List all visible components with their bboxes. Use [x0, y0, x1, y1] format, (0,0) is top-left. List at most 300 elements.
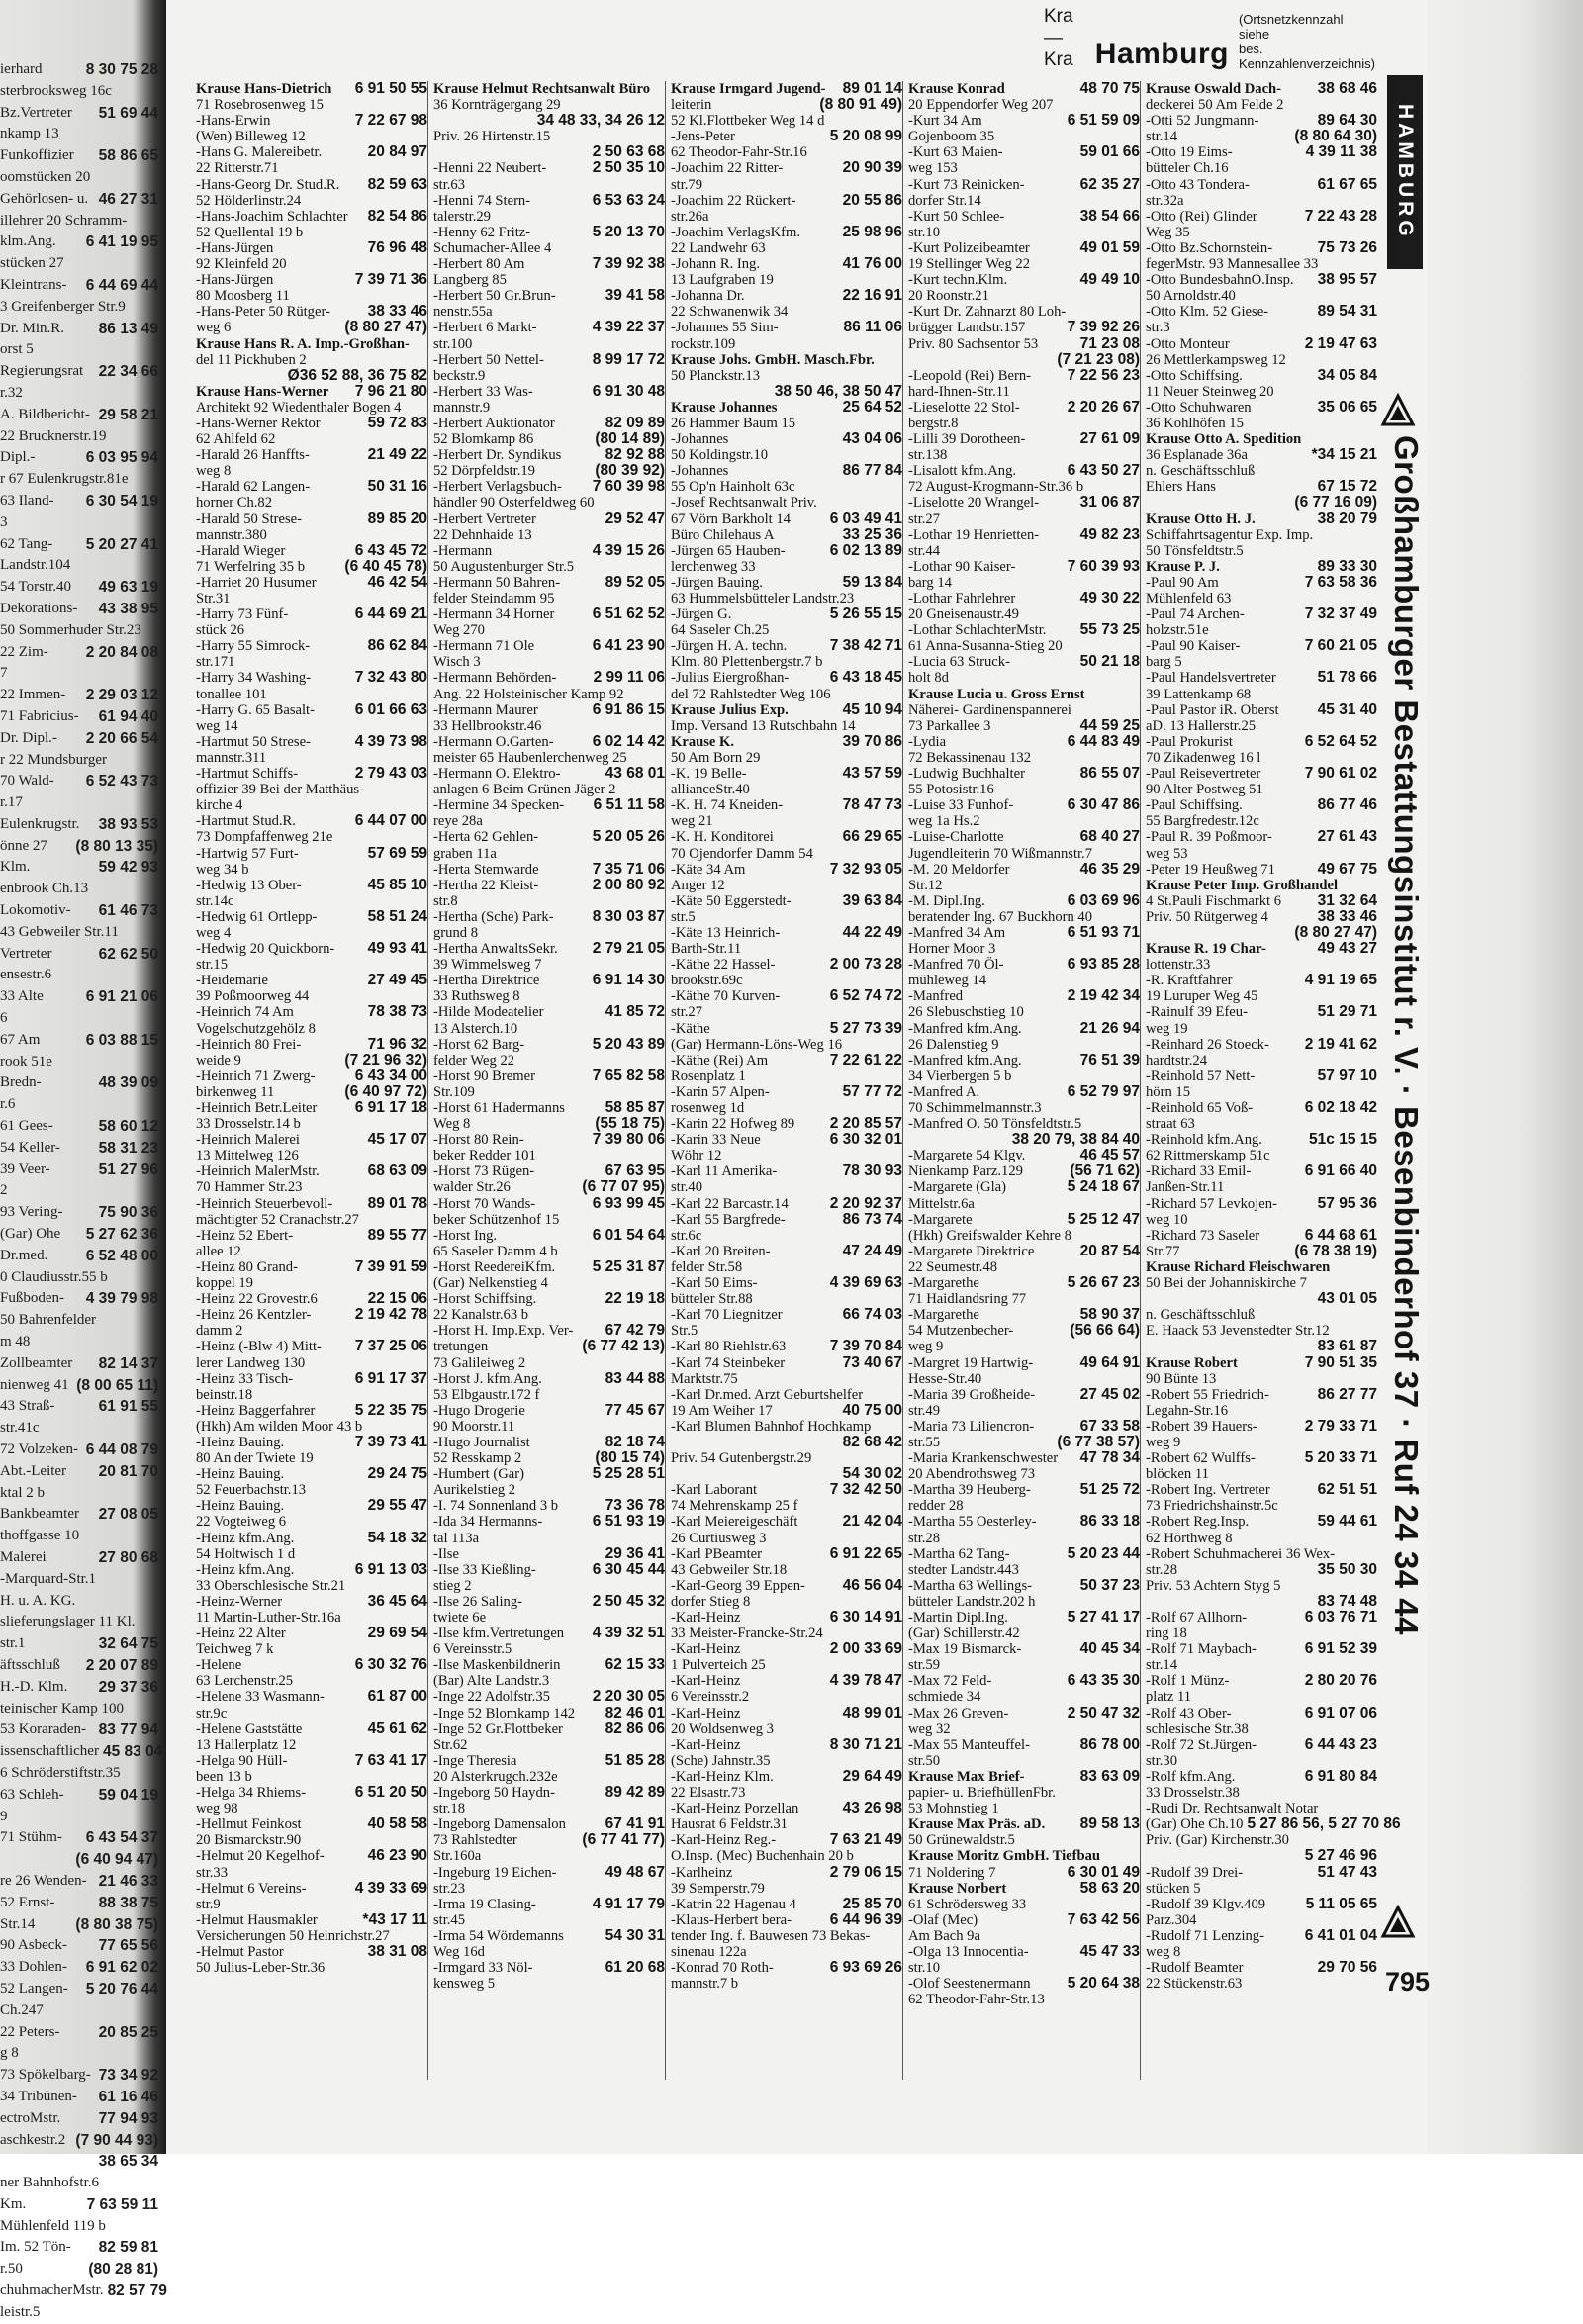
directory-entry — [0, 792, 158, 814]
directory-entry — [196, 400, 427, 416]
directory-entry — [0, 900, 158, 922]
directory-entry — [671, 177, 902, 193]
directory-entry — [196, 575, 427, 591]
entry-name: bütteler Ch.16 — [1146, 160, 1229, 177]
entry-name — [1146, 495, 1290, 511]
entry-phone: 5 26 67 23 — [1067, 1274, 1140, 1292]
directory-entry — [196, 1832, 427, 1848]
directory-entry — [433, 272, 665, 288]
directory-entry — [1146, 129, 1377, 144]
entry-phone: 6 91 07 06 — [1304, 1704, 1377, 1721]
directory-entry — [433, 97, 665, 113]
entry-name: -Heinrich 80 Frei- — [196, 1036, 302, 1053]
directory-entry — [671, 240, 902, 256]
entry-phone: 2 19 42 78 — [354, 1306, 427, 1324]
entry-name: Landstr.104 — [0, 557, 71, 574]
directory-entry — [433, 1721, 665, 1737]
directory-entry — [433, 1848, 665, 1864]
entry-phone: 89 01 14 — [842, 80, 902, 97]
directory-entry — [196, 1960, 427, 1976]
entry-name: Bz.Vertreter — [0, 104, 72, 121]
directory-entry — [908, 1323, 1140, 1339]
entry-name: str.3 — [1146, 320, 1170, 336]
entry-name: str.1 — [0, 1635, 26, 1652]
entry-phone: 6 91 17 37 — [354, 1369, 427, 1387]
directory-entry — [433, 543, 665, 559]
entry-name: 63 Iland- — [0, 492, 54, 509]
directory-entry — [433, 209, 665, 225]
entry-phone — [1373, 1498, 1377, 1514]
entry-name: Dipl.- — [0, 449, 36, 466]
entry-name: -Horst J. kfm.Ang. — [433, 1370, 542, 1387]
entry-phone: 8 30 75 28 — [85, 61, 158, 78]
entry-name: 62 Tang- — [0, 535, 53, 552]
directory-entry — [908, 463, 1140, 479]
directory-entry — [196, 797, 427, 813]
entry-phone: 38 95 57 — [1317, 271, 1377, 289]
entry-phone: 27 80 68 — [98, 1548, 158, 1566]
entry-name: -Humbert (Gar) — [433, 1466, 524, 1483]
entry-name: -Harriet 20 Husumer — [196, 574, 317, 591]
entry-name: -Horst H. Imp.Exp. Ver- — [433, 1323, 574, 1340]
directory-entry — [1146, 1307, 1377, 1323]
entry-name: -Henni 22 Neubert- — [433, 160, 547, 177]
directory-entry — [908, 1626, 1140, 1641]
directory-entry — [0, 405, 158, 426]
directory-entry — [1146, 782, 1377, 797]
directory-entry — [433, 957, 665, 973]
directory-entry — [1146, 1815, 1401, 1833]
entry-name: Priv. 80 Sachsentor 53 — [908, 335, 1039, 352]
directory-entry — [1146, 909, 1377, 925]
entry-name: 33 Ruthsweg 8 — [433, 988, 520, 1005]
entry-phone: 6 51 93 71 — [1067, 923, 1140, 941]
directory-entry — [671, 1259, 902, 1275]
entry-name: -Käthe 70 Kurven- — [671, 988, 781, 1005]
entry-name: 9 — [0, 1808, 8, 1824]
directory-entry — [671, 479, 902, 495]
entry-name: hörn 15 — [1146, 1083, 1190, 1100]
directory-entry — [671, 750, 902, 766]
entry-name: str.171 — [196, 654, 235, 671]
directory-entry — [0, 361, 158, 383]
entry-name: -Inge 52 Gr.Flottbeker — [433, 1720, 563, 1737]
entry-phone: 86 11 06 — [843, 319, 902, 336]
entry-name: weg 153 — [908, 160, 958, 177]
entry-name — [0, 2151, 95, 2173]
entry-name: -Paul Prokurist — [1146, 733, 1233, 750]
directory-entry — [1146, 368, 1377, 384]
entry-phone: 7 90 51 35 — [1304, 1353, 1377, 1371]
entry-name: -Rudolf 39 Klgv.409 — [1146, 1896, 1266, 1912]
directory-entry — [196, 1021, 427, 1037]
entry-name: weg 10 — [1146, 1211, 1188, 1228]
directory-entry — [671, 829, 902, 845]
directory-entry — [433, 1387, 665, 1403]
entry-name: -Ilse 33 Kießling- — [433, 1561, 536, 1578]
entry-name: fegerMstr. 93 Mannesallee 33 — [1146, 256, 1319, 273]
entry-phone — [1373, 1801, 1377, 1816]
directory-entry — [1146, 1323, 1377, 1339]
entry-name: koppel 19 — [196, 1275, 253, 1292]
entry-phone: 22 19 18 — [605, 1290, 665, 1308]
entry-name: önne 27 — [0, 837, 47, 854]
directory-entry — [0, 319, 158, 340]
directory-entry — [433, 1689, 665, 1705]
entry-phone: 6 91 13 03 — [354, 1560, 427, 1578]
entry-phone: (8 80 91 49) — [819, 96, 902, 114]
directory-entry — [196, 1100, 427, 1116]
entry-phone: 57 97 10 — [1317, 1067, 1377, 1084]
directory-entry — [671, 129, 902, 144]
directory-entry — [671, 957, 902, 973]
entry-phone: 5 20 05 26 — [592, 828, 665, 846]
entry-name: -Hermann O. Elektro- — [433, 766, 561, 783]
entry-name: -Rainulf 39 Efeu- — [1146, 1004, 1248, 1021]
entry-name: -Manfred kfm.Ang. — [908, 1020, 1022, 1037]
entry-name: felder Weg 22 — [433, 1052, 515, 1069]
entry-name: lerer Landweg 130 — [196, 1354, 306, 1371]
entry-name: -Karl-Heinz — [671, 1736, 741, 1753]
entry-phone: 2 50 63 68 — [592, 143, 665, 161]
entry-name: stieg 2 — [433, 1577, 472, 1594]
directory-entry — [196, 1212, 427, 1228]
directory-entry — [908, 988, 1140, 1004]
entry-phone — [1373, 622, 1377, 638]
entry-name: -Ingeborg Damensalon — [433, 1816, 566, 1833]
directory-entry — [196, 702, 427, 718]
directory-entry — [196, 463, 427, 479]
directory-entry — [196, 1116, 427, 1132]
entry-phone: 2 29 03 12 — [85, 687, 158, 704]
entry-name: -Horst 90 Bremer — [433, 1068, 535, 1084]
directory-entry — [0, 620, 158, 642]
entry-phone — [1373, 256, 1377, 272]
entry-phone: 2 99 11 06 — [593, 669, 665, 687]
entry-name: -Inge Theresia — [433, 1752, 517, 1769]
directory-entry — [196, 431, 427, 447]
entry-phone: 2 19 42 34 — [1067, 987, 1140, 1005]
directory-entry — [0, 1202, 158, 1224]
entry-name: -Heinz kfm.Ang. — [196, 1561, 295, 1578]
entry-phone: (8 80 27 47) — [1294, 923, 1377, 941]
entry-name: -Lydia — [908, 733, 947, 750]
directory-entry — [908, 527, 1140, 543]
entry-phone: (56 66 64) — [1070, 1322, 1140, 1340]
entry-name: beratender Ing. 67 Buckhorn 40 — [908, 908, 1093, 925]
entry-phone: 6 01 54 64 — [592, 1226, 665, 1244]
directory-entry — [433, 846, 665, 862]
listing-column-2 — [433, 81, 665, 2080]
entry-phone — [154, 2302, 158, 2324]
directory-entry — [196, 1084, 427, 1100]
entry-phone — [154, 1763, 158, 1785]
entry-phone — [1373, 1084, 1377, 1100]
directory-entry — [433, 1053, 665, 1069]
directory-entry — [0, 1332, 158, 1353]
entry-name: -Karl-Heinz — [671, 1641, 741, 1658]
directory-entry — [196, 416, 427, 431]
directory-entry — [196, 527, 427, 543]
entry-phone: 4 39 79 98 — [85, 1290, 158, 1308]
directory-entry — [908, 1004, 1140, 1020]
directory-entry — [1146, 113, 1377, 129]
entry-name — [1146, 1848, 1301, 1864]
entry-name: str.10 — [908, 224, 941, 240]
directory-entry — [433, 1275, 665, 1291]
entry-phone: 20 55 86 — [842, 191, 902, 209]
entry-phone: 5 25 28 51 — [592, 1465, 665, 1483]
directory-entry — [196, 734, 427, 750]
directory-entry — [908, 1881, 1140, 1897]
directory-entry — [908, 1657, 1140, 1673]
entry-name: sinenau 122a — [671, 1943, 747, 1960]
directory-entry — [1146, 495, 1377, 511]
directory-entry — [196, 1737, 427, 1753]
directory-entry — [908, 957, 1140, 973]
entry-phone — [1373, 1881, 1377, 1897]
entry-name: stücken 27 — [0, 255, 64, 272]
entry-name: -Luise 33 Funhof- — [908, 797, 1014, 814]
entry-name: -Hedwig 61 Ortlepp- — [196, 908, 318, 925]
entry-phone: 5 20 23 44 — [1067, 1544, 1140, 1562]
entry-phone: 6 30 32 76 — [354, 1656, 427, 1674]
directory-entry — [433, 527, 665, 543]
entry-name: str.9 — [196, 1896, 221, 1912]
directory-entry — [908, 909, 1140, 925]
entry-name: -Heinz (-Blw 4) Mitt- — [196, 1339, 322, 1355]
entry-phone: 68 63 09 — [367, 1162, 427, 1180]
entry-phone: 2 20 85 57 — [829, 1115, 902, 1133]
directory-entry — [0, 1396, 158, 1418]
directory-entry — [671, 862, 902, 878]
entry-name: -Reinhold 65 Voß- — [1146, 1100, 1254, 1116]
entry-name: -Paul 90 Kaiser- — [1146, 638, 1241, 655]
entry-phone — [1373, 1944, 1377, 1960]
directory-entry — [671, 384, 902, 400]
directory-entry — [433, 1069, 665, 1084]
entry-name: hardtstr.24 — [1146, 1052, 1208, 1069]
entry-name: Priv. (Gar) Kirchenstr.30 — [1146, 1832, 1289, 1849]
entry-name: -Rolf 1 Münz- — [1146, 1673, 1230, 1690]
directory-entry — [433, 144, 665, 160]
entry-name: Priv. 26 Hirtenstr.15 — [433, 129, 551, 145]
entry-phone — [1373, 1721, 1377, 1737]
directory-entry — [671, 1498, 902, 1514]
directory-entry — [0, 1008, 158, 1030]
directory-entry — [1146, 1912, 1377, 1928]
entry-name: mächtigter 52 Cranachstr.27 — [196, 1211, 359, 1228]
directory-entry — [908, 734, 1140, 750]
entry-phone — [154, 1008, 158, 1030]
entry-name: -Liselotte 20 Wrangel- — [908, 495, 1040, 511]
entry-phone: 54 30 31 — [605, 1926, 665, 1944]
directory-entry — [1146, 1435, 1377, 1450]
entry-name: Krause Robert — [1146, 1354, 1238, 1371]
entry-phone: 49 48 67 — [605, 1863, 665, 1881]
directory-entry — [433, 1531, 665, 1546]
directory-entry — [671, 1944, 902, 1960]
directory-entry — [196, 209, 427, 225]
entry-name: 71 Noldering 7 — [908, 1864, 996, 1881]
entry-name: redder 28 — [908, 1498, 964, 1515]
entry-name: 54 Torstr.40 — [0, 579, 72, 596]
directory-entry — [908, 1419, 1140, 1435]
entry-name: -Herta 62 Gehlen- — [433, 829, 539, 846]
entry-name: -Johannes — [671, 463, 729, 480]
entry-name: oomstücken 20 — [0, 168, 91, 185]
directory-entry — [1146, 1069, 1377, 1084]
directory-entry — [0, 59, 158, 81]
entry-name: enbrook Ch.13 — [0, 881, 89, 897]
directory-entry — [671, 1291, 902, 1307]
entry-name: 52 Hölderlinstr.24 — [196, 192, 302, 209]
entry-name: -Irma 19 Clasing- — [433, 1896, 536, 1912]
entry-phone: 71 96 32 — [367, 1035, 427, 1053]
directory-entry — [0, 2280, 167, 2302]
directory-entry — [196, 862, 427, 878]
entry-phone: 20 90 39 — [842, 159, 902, 177]
entry-name: -Paul R. 39 Poßmoor- — [1146, 829, 1272, 846]
directory-entry — [433, 1594, 665, 1610]
entry-phone: 48 39 09 — [98, 1074, 158, 1092]
directory-entry — [0, 1785, 158, 1807]
entry-name: -Herbert Dr. Syndikus — [433, 447, 562, 464]
entry-phone: 51c 15 15 — [1309, 1131, 1377, 1149]
entry-phone: 6 41 01 04 — [1304, 1926, 1377, 1944]
entry-phone: 6 91 17 18 — [354, 1099, 427, 1116]
entry-phone: 62 15 33 — [605, 1656, 665, 1674]
entry-name: Krause Richard Fleischwaren — [1146, 1258, 1331, 1275]
directory-entry — [671, 591, 902, 606]
entry-phone: 7 60 39 93 — [1067, 557, 1140, 575]
entry-phone: 66 29 65 — [842, 828, 902, 846]
entry-phone: 89 58 13 — [1079, 1815, 1140, 1833]
entry-name: r.50 — [0, 2261, 23, 2278]
entry-phone — [154, 1483, 158, 1505]
entry-name: -Hermann Behörden- — [433, 670, 557, 687]
entry-phone: 6 30 45 44 — [592, 1560, 665, 1578]
entry-name: Krause Konrad — [908, 81, 1005, 97]
entry-name: -Jens-Peter — [671, 129, 735, 145]
entry-name: -Jürgen 65 Hauben- — [671, 542, 786, 559]
entry-phone: 27 61 43 — [1317, 828, 1377, 846]
entry-name: 50 Am Born 29 — [671, 749, 761, 766]
directory-entry — [1146, 1769, 1377, 1785]
entry-phone — [154, 750, 158, 772]
entry-name: 6 Schröderstiftstr.35 — [0, 1764, 121, 1781]
directory-entry — [671, 1053, 902, 1069]
entry-name: slieferungslager 11 Kl. — [0, 1614, 136, 1630]
city-side-label — [1387, 75, 1423, 269]
directory-entry — [433, 129, 665, 144]
entry-name: 62 Rittmerskamp 51c — [1146, 1148, 1270, 1164]
directory-entry — [1146, 288, 1377, 304]
directory-entry — [433, 288, 665, 304]
directory-entry — [908, 1944, 1140, 1960]
directory-entry — [196, 670, 427, 686]
directory-entry — [1146, 1212, 1377, 1228]
entry-name: ktal 2 b — [0, 1484, 45, 1501]
directory-entry — [196, 129, 427, 144]
directory-entry — [433, 1657, 665, 1673]
entry-name: -Hermann 50 Bahren- — [433, 574, 561, 591]
directory-entry — [1146, 1004, 1377, 1020]
directory-entry — [1146, 846, 1377, 862]
directory-entry — [196, 654, 427, 670]
entry-name: str.100 — [433, 335, 473, 352]
entry-name: 65 Saseler Damm 4 b — [433, 1243, 558, 1259]
entry-name: Dr. Min.R. — [0, 320, 65, 336]
directory-entry — [196, 81, 427, 97]
directory-entry — [196, 1259, 427, 1275]
entry-name: -Helmut 20 Kegelhof- — [196, 1848, 325, 1865]
entry-phone: 61 94 40 — [98, 707, 158, 725]
directory-entry — [1146, 1084, 1377, 1100]
directory-entry — [1146, 1419, 1377, 1435]
directory-entry — [196, 1594, 427, 1610]
entry-phone: 6 44 69 44 — [85, 276, 158, 294]
entry-name: 6 — [0, 1010, 8, 1027]
entry-phone — [1373, 1259, 1377, 1275]
directory-entry — [196, 1053, 427, 1069]
directory-entry — [671, 606, 902, 622]
entry-name: str.79 — [671, 176, 703, 193]
entry-phone: 62 51 51 — [1317, 1481, 1377, 1499]
entry-name: Teichweg 7 k — [196, 1641, 274, 1658]
entry-phone: 5 27 62 36 — [85, 1226, 158, 1244]
entry-name: -Horst 73 Rügen- — [433, 1163, 535, 1180]
directory-entry — [433, 447, 665, 463]
entry-name: -Jürgen H. A. techn. — [671, 638, 788, 655]
entry-phone — [154, 512, 158, 534]
directory-entry — [1146, 1403, 1377, 1419]
entry-name: str.8 — [433, 892, 458, 909]
entry-name: -Hermann Maurer — [433, 701, 538, 718]
directory-entry — [0, 383, 158, 405]
entry-name: 50 Bei der Johanniskirche 7 — [1146, 1275, 1307, 1292]
entry-name: -Paul Schiffsing. — [1146, 797, 1243, 814]
entry-name: -Karl-Heinz — [671, 1673, 741, 1690]
directory-entry — [1146, 1801, 1377, 1816]
directory-entry — [196, 1753, 427, 1769]
entry-name: Aurikelstieg 2 — [433, 1482, 516, 1499]
entry-phone: 2 00 73 28 — [829, 956, 902, 974]
entry-name: thoffgasse 10 — [0, 1528, 80, 1544]
directory-entry — [671, 1641, 902, 1657]
directory-entry — [433, 431, 665, 447]
directory-entry — [671, 973, 902, 988]
entry-phone: 58 90 37 — [1079, 1306, 1140, 1324]
directory-entry — [908, 622, 1140, 638]
directory-entry — [196, 1562, 427, 1578]
directory-entry — [1146, 1753, 1377, 1769]
entry-name: holt 8d — [908, 670, 949, 687]
entry-name: -I. 74 Sonnenland 3 b — [433, 1498, 559, 1515]
directory-entry — [908, 447, 1140, 463]
entry-name: -Helene 33 Wasmann- — [196, 1689, 325, 1706]
entry-name: -Karl Laborant — [671, 1482, 758, 1499]
entry-phone: 6 43 50 27 — [1067, 462, 1140, 480]
directory-entry — [908, 1084, 1140, 1100]
entry-name: papier- u. BriefhüllenFbr. — [908, 1785, 1056, 1802]
entry-name: -Martin Dipl.Ing. — [908, 1610, 1008, 1626]
directory-entry — [433, 384, 665, 400]
entry-name: -Joachim 22 Rückert- — [671, 192, 796, 209]
entry-name: 62 Theodor-Fahr-Str.13 — [908, 1992, 1045, 2008]
entry-name: Krause P. J. — [1146, 558, 1220, 575]
entry-phone: 5 20 43 89 — [592, 1035, 665, 1053]
